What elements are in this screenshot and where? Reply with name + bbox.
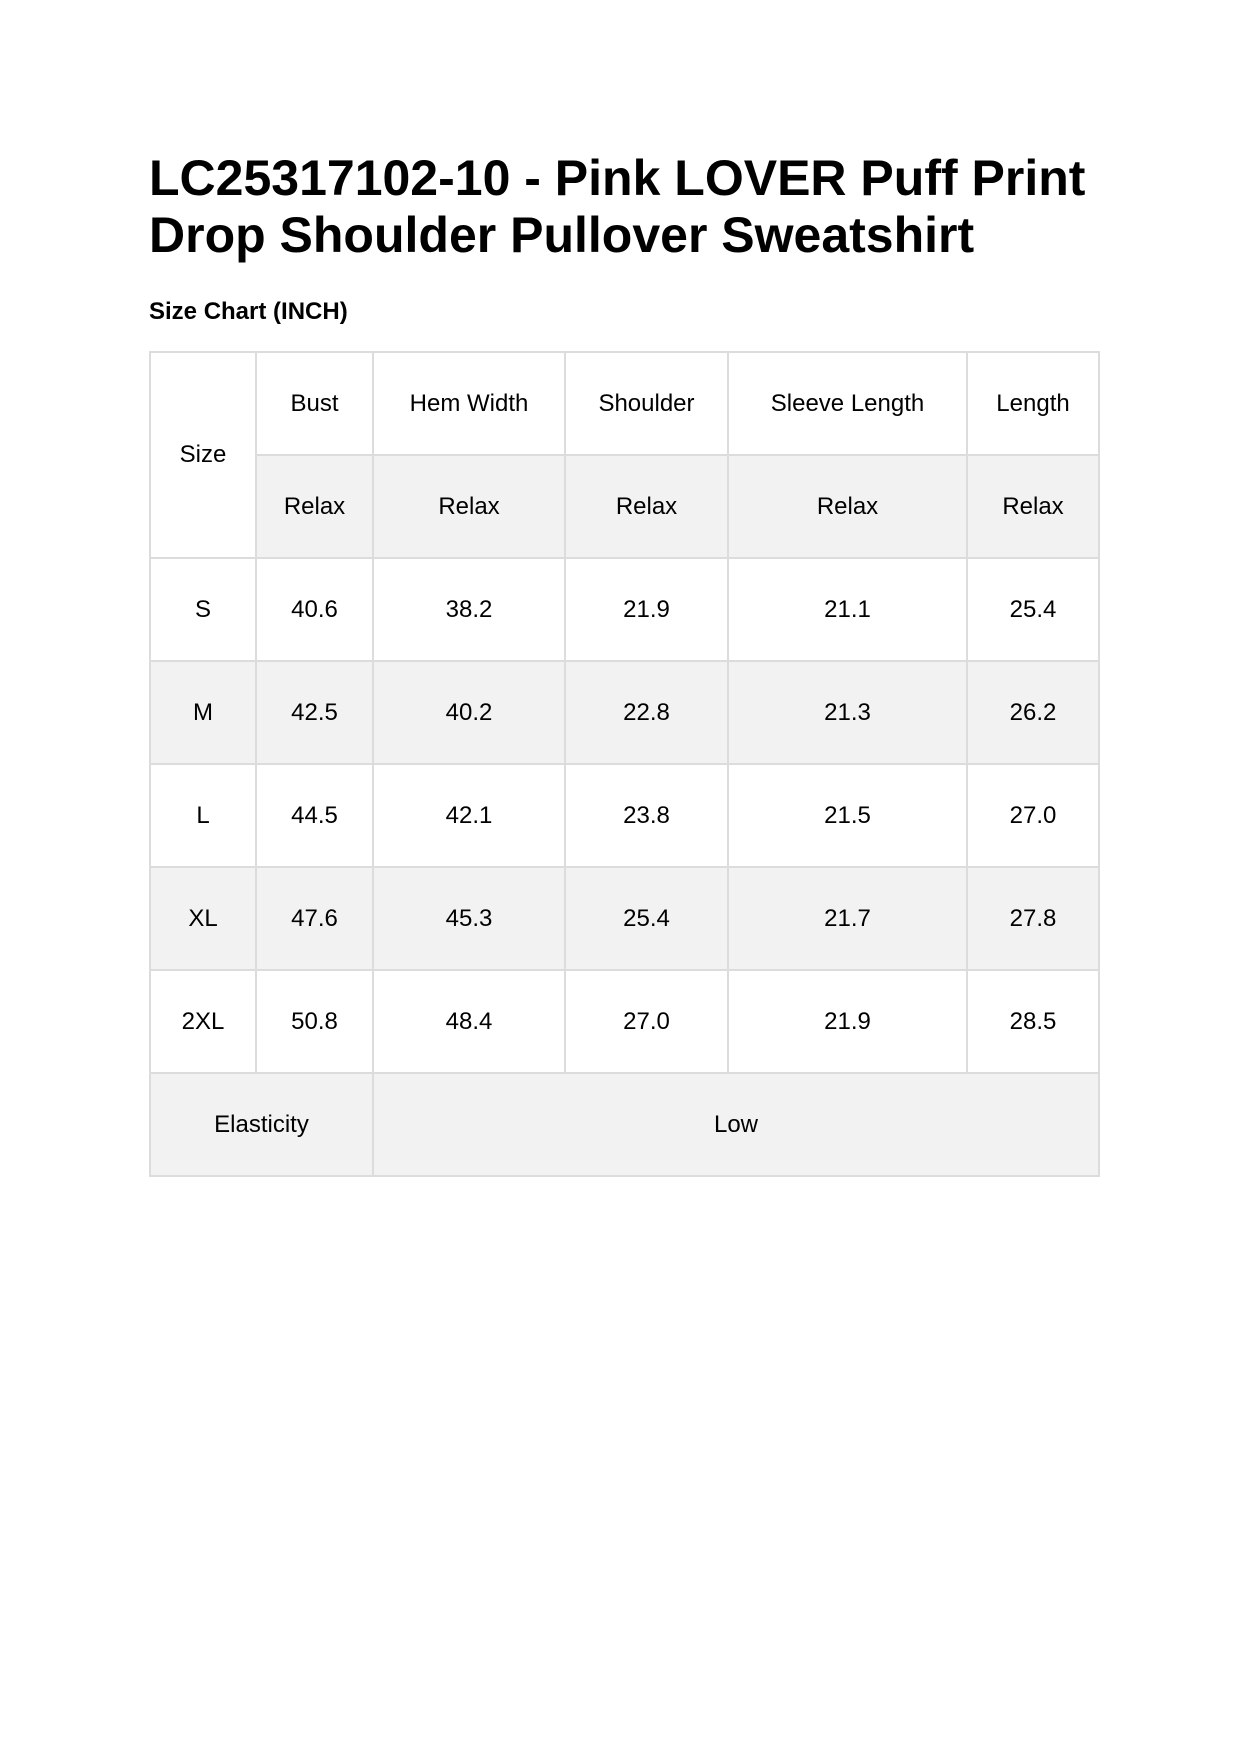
table-cell: 21.3 bbox=[728, 661, 967, 764]
size-cell: M bbox=[150, 661, 256, 764]
table-cell: 21.9 bbox=[728, 970, 967, 1073]
table-row bbox=[150, 970, 1099, 1073]
table-cell: 21.7 bbox=[728, 867, 967, 970]
column-header-length: Length bbox=[967, 352, 1099, 455]
page-title: LC25317102-10 - Pink LOVER Puff Print Drop Shoulder Pullover Sweatshirt bbox=[149, 150, 1086, 263]
table-cell: 45.3 bbox=[373, 867, 565, 970]
table-cell: 26.2 bbox=[967, 661, 1099, 764]
fit-label: Relax bbox=[256, 455, 373, 558]
table-cell: 44.5 bbox=[256, 764, 373, 867]
elasticity-value: Low bbox=[373, 1073, 1099, 1176]
fit-row bbox=[150, 455, 1099, 558]
fit-label: Relax bbox=[373, 455, 565, 558]
table-cell: 50.8 bbox=[256, 970, 373, 1073]
table-row bbox=[150, 764, 1099, 867]
size-chart-table bbox=[149, 351, 1100, 1177]
table-cell: 23.8 bbox=[565, 764, 728, 867]
table-cell: 28.5 bbox=[967, 970, 1099, 1073]
table-cell: 40.6 bbox=[256, 558, 373, 661]
column-header-bust: Bust bbox=[256, 352, 373, 455]
table-cell: 47.6 bbox=[256, 867, 373, 970]
elasticity-row bbox=[150, 1073, 1099, 1176]
table-cell: 38.2 bbox=[373, 558, 565, 661]
table-cell: 21.9 bbox=[565, 558, 728, 661]
table-cell: 25.4 bbox=[967, 558, 1099, 661]
table-cell: 27.8 bbox=[967, 867, 1099, 970]
table-cell: 42.1 bbox=[373, 764, 565, 867]
table-cell: 27.0 bbox=[967, 764, 1099, 867]
header-row bbox=[150, 352, 1099, 455]
size-cell: L bbox=[150, 764, 256, 867]
table-cell: 27.0 bbox=[565, 970, 728, 1073]
column-header-shoulder: Shoulder bbox=[565, 352, 728, 455]
table-row bbox=[150, 867, 1099, 970]
table-cell: 48.4 bbox=[373, 970, 565, 1073]
table-cell: 22.8 bbox=[565, 661, 728, 764]
size-chart-subtitle: Size Chart (INCH) bbox=[149, 298, 348, 325]
fit-label: Relax bbox=[565, 455, 728, 558]
table-cell: 42.5 bbox=[256, 661, 373, 764]
table-cell: 21.5 bbox=[728, 764, 967, 867]
column-header-sleeve-length: Sleeve Length bbox=[728, 352, 967, 455]
table-row bbox=[150, 661, 1099, 764]
size-cell: XL bbox=[150, 867, 256, 970]
fit-label: Relax bbox=[967, 455, 1099, 558]
table-cell: 25.4 bbox=[565, 867, 728, 970]
fit-label: Relax bbox=[728, 455, 967, 558]
table-cell: 21.1 bbox=[728, 558, 967, 661]
column-header-hem-width: Hem Width bbox=[373, 352, 565, 455]
elasticity-label: Elasticity bbox=[150, 1073, 373, 1176]
table-cell: 40.2 bbox=[373, 661, 565, 764]
table-row bbox=[150, 558, 1099, 661]
size-header: Size bbox=[150, 352, 256, 558]
size-cell: 2XL bbox=[150, 970, 256, 1073]
size-cell: S bbox=[150, 558, 256, 661]
